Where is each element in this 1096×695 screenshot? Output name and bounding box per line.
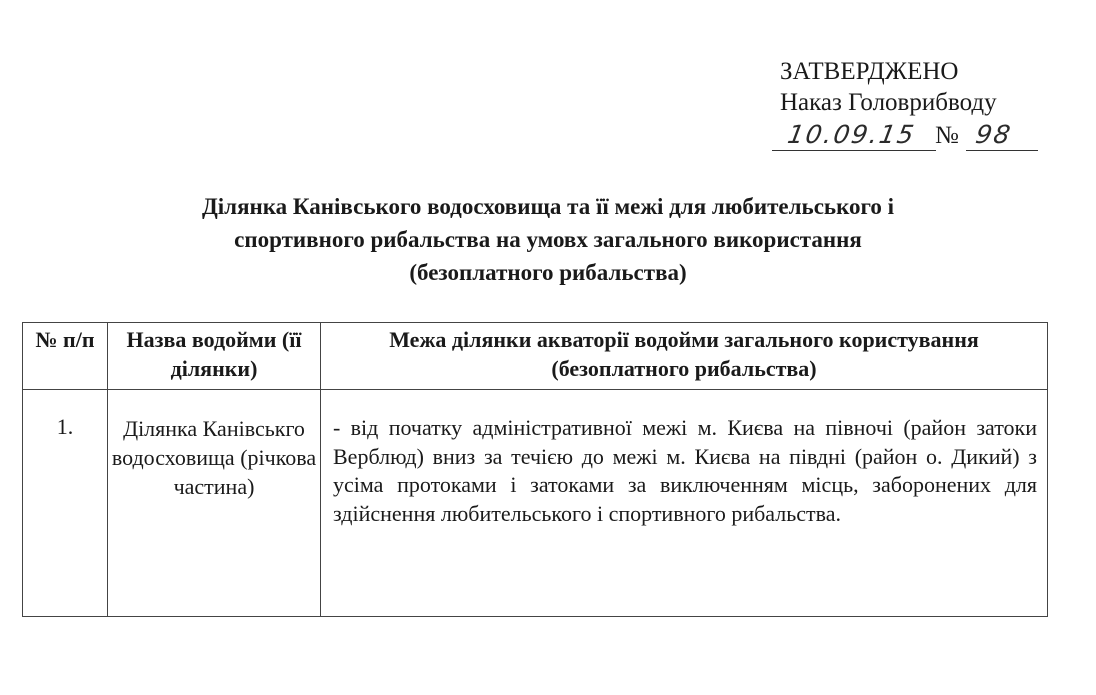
- title-line-2: спортивного рибальства на умовх загального використання: [234, 227, 862, 252]
- document-title: [0, 190, 1096, 289]
- order-date-number: [780, 118, 1015, 152]
- handwritten-number: 98: [973, 120, 1015, 149]
- header-boundary: Межа ділянки акваторії водойми загального користування (безоплатного рибальства): [321, 323, 1048, 390]
- boundary-table: [22, 322, 1048, 617]
- approved-label: ЗАТВЕРДЖЕНО: [780, 58, 959, 85]
- row-num: 1.: [23, 390, 108, 617]
- table-row: [23, 390, 1048, 617]
- row-name: Ділянка Канівськго водосховища (річкова частина): [108, 390, 321, 617]
- header-name: Назва водойми (її ділянки): [108, 323, 321, 390]
- number-sign: №: [935, 122, 959, 149]
- header-num: № п/п: [23, 323, 108, 390]
- table-header-row: [23, 323, 1048, 390]
- approval-stamp: [780, 56, 1015, 152]
- row-boundary: - від початку адміністративної межі м. Києва на півночі (район затоки Верблюд) вниз за течією до межі м. Києва на півдні (район о. Дикий) з усіма протоками і затоками за виключенням місць, заборонених для здійснення любительського і спортивного рибальства.: [321, 390, 1048, 617]
- handwritten-date: 10.09.15: [785, 120, 918, 149]
- order-issuer: Наказ Головрибводу: [780, 89, 997, 116]
- date-underline: [772, 150, 936, 151]
- title-line-1: Ділянка Канівського водосховища та її межі для любительського і: [201, 194, 895, 219]
- number-underline: [966, 150, 1038, 151]
- title-line-3: (безоплатного рибальства): [409, 260, 687, 285]
